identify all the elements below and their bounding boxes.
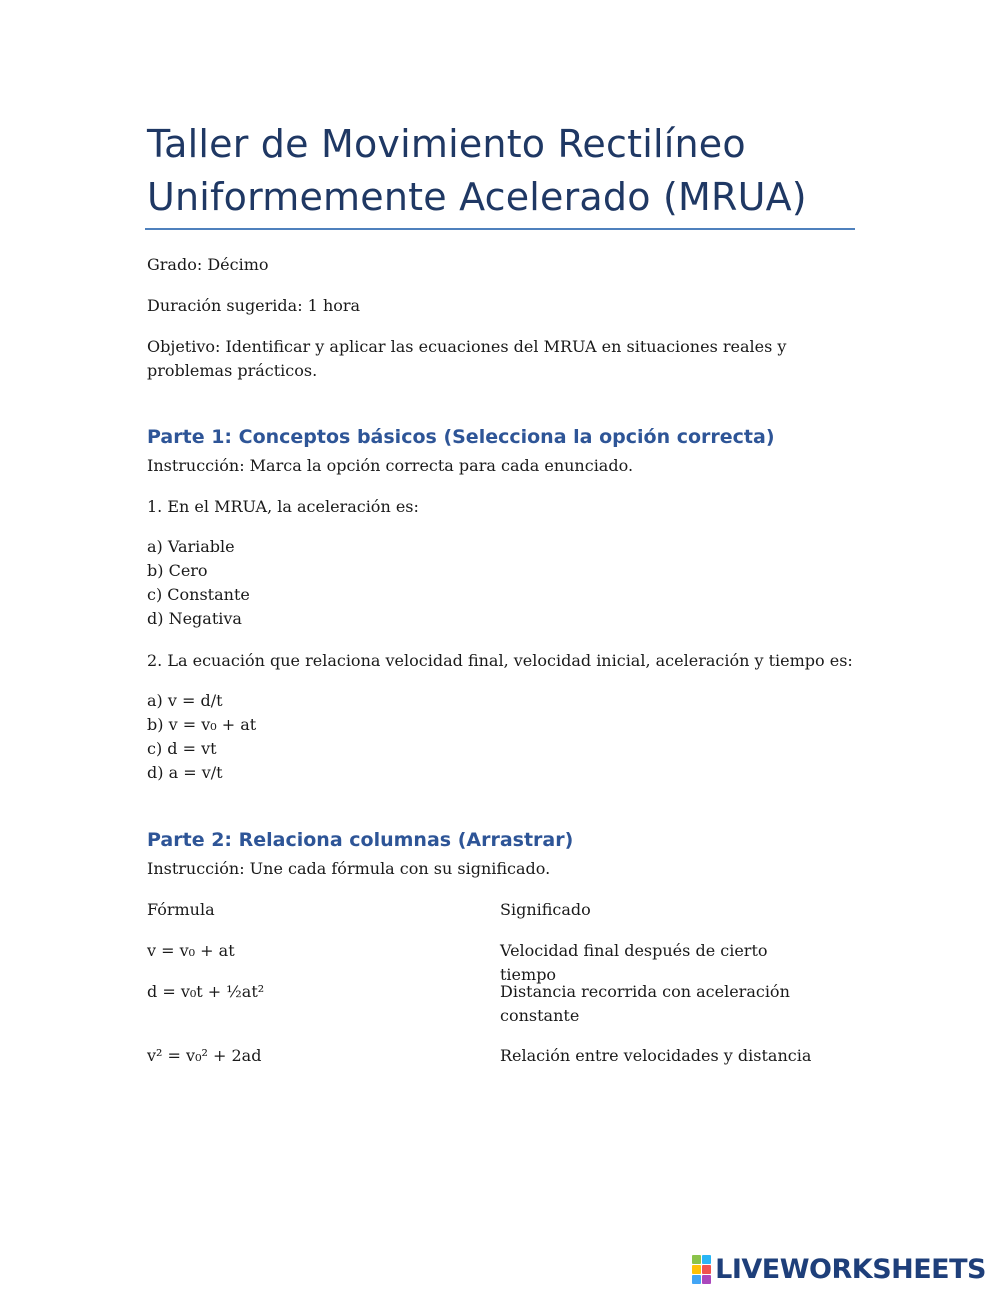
q2-option-c[interactable]: c) d = vt [147, 739, 217, 758]
liveworksheets-logo [692, 1252, 986, 1286]
q2-option-b[interactable]: b) v = v₀ + at [147, 715, 257, 734]
objective-text: Objetivo: Identificar y aplicar las ecuaciones del MRUA en situaciones reales y problemas prácticos. [147, 337, 787, 380]
part1-heading: Parte 1: Conceptos básicos (Selecciona la opción correcta) [147, 426, 775, 448]
part1-instruction: Instrucción: Marca la opción correcta para cada enunciado. [147, 456, 634, 475]
meaning-column-header: Significado [500, 900, 591, 919]
part2-heading: Parte 2: Relaciona columnas (Arrastrar) [147, 829, 574, 851]
q2-option-a[interactable]: a) v = d/t [147, 691, 223, 710]
title-divider [145, 228, 855, 230]
q1-option-b[interactable]: b) Cero [147, 561, 208, 580]
meaning-item[interactable]: Velocidad final después de cierto tiempo [500, 941, 768, 984]
q2-option-d[interactable]: d) a = v/t [147, 763, 223, 782]
formula-item[interactable]: v = v₀ + at [147, 941, 235, 960]
question-2: 2. La ecuación que relaciona velocidad final, velocidad inicial, aceleración y tiempo es: [147, 651, 853, 670]
q1-option-d[interactable]: d) Negativa [147, 609, 242, 628]
question-1: 1. En el MRUA, la aceleración es: [147, 497, 419, 516]
page-title [147, 118, 857, 224]
liveworksheets-logo-icon [692, 1255, 711, 1284]
q1-option-a[interactable]: a) Variable [147, 537, 235, 556]
formula-column-header: Fórmula [147, 900, 215, 919]
formula-item[interactable]: d = v₀t + ½at² [147, 982, 265, 1001]
meaning-item[interactable]: Distancia recorrida con aceleración constante [500, 982, 790, 1025]
q1-option-c[interactable]: c) Constante [147, 585, 250, 604]
formula-item[interactable]: v² = v₀² + 2ad [147, 1046, 262, 1065]
grade-text: Grado: Décimo [147, 255, 269, 274]
duration-text: Duración sugerida: 1 hora [147, 296, 361, 315]
meaning-item[interactable]: Relación entre velocidades y distancia [500, 1046, 812, 1065]
part2-instruction: Instrucción: Une cada fórmula con su significado. [147, 859, 551, 878]
logo-text: LIVEWORKSHEETS [715, 1253, 986, 1285]
title-line-2: Uniformemente Acelerado (MRUA) [147, 175, 807, 219]
title-line-1: Taller de Movimiento Rectilíneo [147, 122, 746, 166]
